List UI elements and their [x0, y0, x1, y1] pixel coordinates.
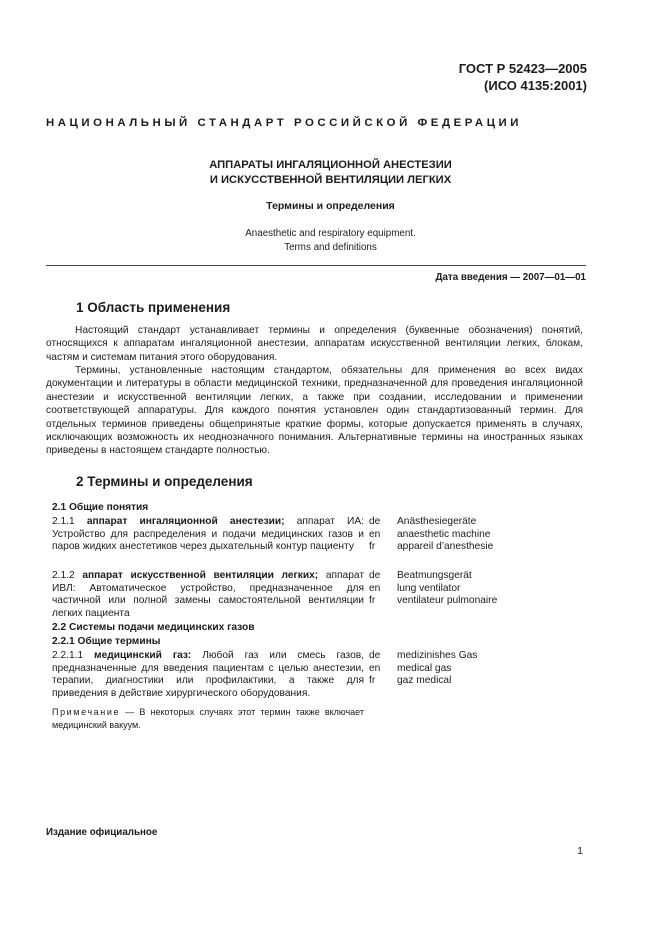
term-2-1-2-definition	[52, 570, 364, 620]
term-2-1-2-equivalents	[397, 570, 597, 608]
official-edition-label: Издание официальное	[46, 827, 158, 838]
language-code: fr	[369, 675, 376, 687]
page-number: 1	[577, 845, 583, 857]
section-1-paragraph-1: Настоящий стандарт устанавливает термины и определения (буквенные обозначения) понятий, относящихся к аппаратам ингаляционной анестезии, аппаратам искусственной вентиляции легких, блокам, частям и системам питания этого оборудования.	[46, 325, 583, 363]
language-code: en	[369, 662, 381, 674]
english-title-line-1: Anaesthetic and respiratory equipment.	[245, 228, 416, 239]
term-2-2-1-1-definition	[52, 650, 364, 700]
foreign-equivalent: gaz medical	[397, 675, 452, 687]
standard-number: ГОСТ Р 52423—2005	[458, 61, 587, 76]
term-2-1-1-definition	[52, 516, 364, 554]
foreign-equivalent: lung ventilator	[397, 582, 461, 594]
subsection-2-2-heading: 2.2 Системы подачи медицинских газов	[52, 622, 255, 633]
iso-reference: (ИСО 4135:2001)	[484, 78, 587, 93]
term-2-1-1-equivalents	[397, 516, 597, 554]
term-2-1-2-text: аппарат ИВЛ: Автоматическое устройство, предназначенное для частичной или полной замены самостоятельной вентиляции легких пациента	[52, 570, 364, 619]
note-text: — В некоторых случаях этот термин также включает медицинский вакуум.	[52, 707, 364, 730]
standard-identifier	[459, 60, 587, 94]
section-1-paragraph-2: Термины, установленные настоящим стандартом, обязательны для применения во всех видах документации и литературы в области медицинской техники, предназначенной для проведения ингаляционной анестезии и искусственной вентиляции легких, а также при создании, исследовании и применении соответствующей аппаратуры. Для каждого понятия установлен один стандартизованный термин. Для отдельных терминов приведены общепринятые краткие формы, которые допускается применять в случаях, исключающих возможность их неоднозначного понимания. Альтернативные термины на иностранных языках приведены в настоящем стандарте полностью.	[46, 365, 583, 457]
section-1-heading: 1 Область применения	[76, 300, 231, 315]
term-2-1-1-number: 2.1.1	[52, 516, 75, 527]
document-title	[0, 158, 661, 188]
term-2-1-2-number: 2.1.2	[52, 570, 75, 581]
section-2-heading: 2 Термины и определения	[76, 474, 253, 489]
effective-date: Дата введения — 2007—01—01	[435, 272, 586, 283]
document-subtitle: Термины и определения	[266, 200, 395, 212]
term-2-2-1-1-languages	[369, 650, 393, 688]
foreign-equivalent: medical gas	[397, 662, 452, 674]
foreign-equivalent: Beatmungsgerät	[397, 570, 472, 581]
subsection-2-2-1-heading: 2.2.1 Общие термины	[52, 636, 161, 647]
term-2-1-2-term: аппарат искусственной вентиляции легких;	[82, 570, 319, 581]
term-2-1-1-term: аппарат ингаляционной анестезии;	[86, 516, 285, 527]
term-2-1-1-text: аппарат ИА: Устройство для распределения и подачи медицинских газов и паров жидких анестетиков через дыхательный контур пациенту	[52, 516, 364, 553]
foreign-equivalent: ventilateur pulmonaire	[397, 595, 498, 607]
language-code: de	[369, 516, 381, 527]
national-standard-banner: НАЦИОНАЛЬНЫЙ СТАНДАРТ РОССИЙСКОЙ ФЕДЕРАЦИИ	[46, 117, 523, 129]
subsection-2-1-heading: 2.1 Общие понятия	[52, 502, 149, 513]
foreign-equivalent: appareil d’anesthesie	[397, 541, 494, 553]
header-divider	[46, 265, 586, 266]
title-line-1: АППАРАТЫ ИНГАЛЯЦИОННОЙ АНЕСТЕЗИИ	[209, 159, 452, 171]
term-2-1-2-languages	[369, 570, 393, 608]
note-label: Примечание	[52, 707, 121, 717]
language-code: fr	[369, 541, 376, 553]
language-code: en	[369, 528, 381, 540]
english-title-line-2: Terms and definitions	[284, 242, 377, 253]
title-line-2: И ИСКУССТВЕННОЙ ВЕНТИЛЯЦИИ ЛЕГКИХ	[209, 174, 452, 186]
term-2-1-1-languages	[369, 516, 393, 554]
note	[52, 706, 364, 731]
language-code: en	[369, 582, 381, 594]
language-code: de	[369, 650, 381, 661]
term-2-2-1-1-text: Любой газ или смесь газов, предназначенные для введения пациентам с целью анестезии, терапии, диагностики или профилактики, а также для приведения в действие хирургического оборудования.	[52, 650, 364, 699]
english-title	[0, 227, 661, 255]
foreign-equivalent: Anästhesiegeräte	[397, 516, 477, 527]
foreign-equivalent: anaesthetic machine	[397, 528, 491, 540]
term-2-2-1-1-term: медицинский газ:	[94, 650, 192, 661]
term-2-2-1-1-number: 2.2.1.1	[52, 650, 84, 661]
language-code: de	[369, 570, 381, 581]
foreign-equivalent: medizinishes Gas	[397, 650, 478, 661]
language-code: fr	[369, 595, 376, 607]
term-2-2-1-1-equivalents	[397, 650, 597, 688]
